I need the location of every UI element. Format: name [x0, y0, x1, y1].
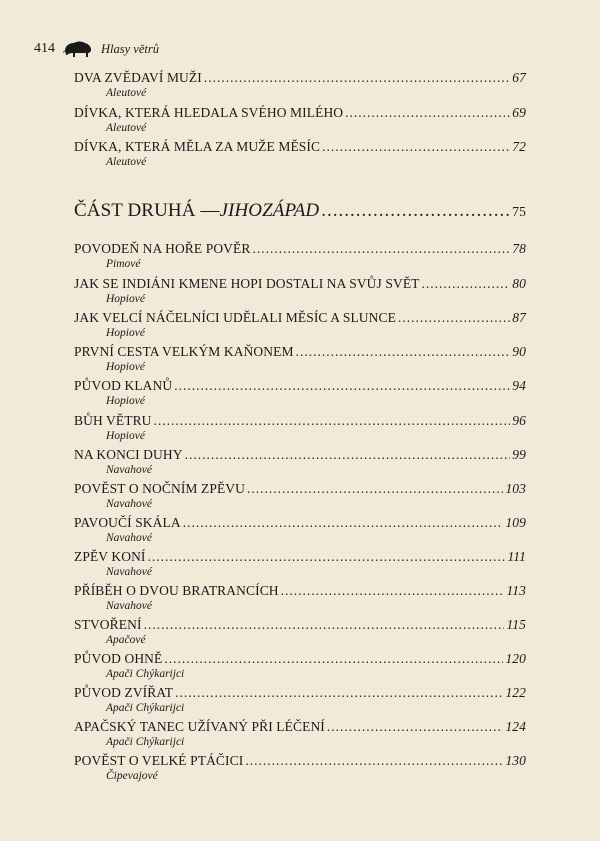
- entry-title: POVODEŇ NA HOŘE POVĚR: [74, 241, 251, 256]
- toc-entry[interactable]: [74, 685, 526, 715]
- leader-dots: [422, 276, 511, 292]
- entry-page: 99: [512, 447, 526, 462]
- leader-dots: [164, 651, 503, 667]
- part-label: ČÁST DRUHÁ —: [74, 200, 220, 221]
- toc-entry[interactable]: [74, 413, 526, 443]
- entry-title: PŮVOD KLANŮ: [74, 378, 173, 393]
- entry-tribe: Pimové: [106, 258, 141, 270]
- entry-page: 78: [512, 241, 526, 256]
- leader-dots: [183, 515, 504, 531]
- leader-dots: [398, 310, 510, 326]
- leader-dots: [185, 447, 511, 463]
- entry-page: 115: [506, 617, 526, 632]
- part-page: 75: [512, 204, 526, 219]
- entry-tribe: Apači Chýkarijci: [106, 736, 185, 748]
- leader-dots: [204, 70, 510, 86]
- leader-dots: [174, 378, 510, 394]
- entry-page: 80: [512, 276, 526, 291]
- entry-title: POVĚST O VELKÉ PTÁČICI: [74, 753, 244, 768]
- entry-tribe: Navahové: [106, 498, 152, 510]
- entry-tribe: Apači Chýkarijci: [106, 668, 185, 680]
- entry-title: PŘÍBĚH O DVOU BRATRANCÍCH: [74, 583, 279, 598]
- leader-dots: [253, 241, 511, 257]
- entry-tribe: Aleutové: [106, 156, 147, 168]
- entry-title: BŮH VĚTRU: [74, 413, 152, 428]
- entry-page: 94: [512, 378, 526, 393]
- leader-dots: [154, 413, 511, 429]
- entry-page: 96: [512, 413, 526, 428]
- entry-page: 67: [512, 70, 526, 85]
- entry-tribe: Hopiové: [106, 293, 145, 305]
- toc-entry[interactable]: [74, 617, 526, 647]
- entry-tribe: Čipevajové: [106, 770, 158, 782]
- entry-title: PŮVOD OHNĚ: [74, 651, 163, 666]
- entry-page: 111: [507, 549, 526, 564]
- toc-entry[interactable]: [74, 276, 526, 306]
- entry-tribe: Hopiové: [106, 395, 145, 407]
- toc-entry[interactable]: [74, 651, 526, 681]
- book-title: Hlasy větrů: [101, 41, 159, 56]
- entry-tribe: Apači Chýkarijci: [106, 702, 185, 714]
- entry-page: 69: [512, 105, 526, 120]
- entry-title: NA KONCI DUHY: [74, 447, 183, 462]
- entry-title: POVĚST O NOČNÍM ZPĚVU: [74, 481, 245, 496]
- toc-entry[interactable]: [74, 105, 526, 135]
- entry-tribe: Navahové: [106, 566, 152, 578]
- entry-page: 120: [505, 651, 526, 666]
- entry-title: ZPĚV KONÍ: [74, 549, 146, 564]
- page-number: 414: [34, 41, 55, 56]
- leader-dots: [345, 105, 510, 121]
- entry-tribe: Hopiové: [106, 361, 145, 373]
- entry-tribe: Aleutové: [106, 87, 147, 99]
- toc-entry[interactable]: [74, 515, 526, 545]
- leader-dots: [175, 685, 503, 701]
- entry-page: 72: [512, 139, 526, 154]
- bison-icon: [63, 40, 93, 58]
- entry-title: PŮVOD ZVÍŘAT: [74, 685, 174, 700]
- toc-entry[interactable]: [74, 139, 526, 169]
- entry-tribe: Hopiové: [106, 327, 145, 339]
- toc-entry[interactable]: [74, 70, 526, 100]
- leader-dots: [245, 753, 503, 769]
- toc-entry[interactable]: [74, 753, 526, 783]
- leader-dots: [327, 719, 504, 735]
- leader-dots: [296, 344, 511, 360]
- leader-dots: [247, 481, 503, 497]
- toc-entry[interactable]: [74, 310, 526, 340]
- entry-page: 90: [512, 344, 526, 359]
- toc-entry[interactable]: [74, 719, 526, 749]
- entry-page: 130: [505, 753, 526, 768]
- entry-title: PAVOUČÍ SKÁLA: [74, 515, 181, 530]
- entry-tribe: Apačové: [106, 634, 146, 646]
- entry-title: DVA ZVĚDAVÍ MUŽI: [74, 70, 202, 85]
- leader-dots: [322, 139, 510, 155]
- entry-title: DÍVKA, KTERÁ MĚLA ZA MUŽE MĚSÍC: [74, 139, 321, 154]
- leader-dots: [321, 200, 510, 222]
- entry-title: APAČSKÝ TANEC UŽÍVANÝ PŘI LÉČENÍ: [74, 719, 325, 734]
- leader-dots: [281, 583, 505, 599]
- toc-entry[interactable]: [74, 447, 526, 477]
- toc-entry[interactable]: [74, 583, 526, 613]
- entry-page: 124: [505, 719, 526, 734]
- part-heading[interactable]: [74, 200, 526, 224]
- entry-tribe: Aleutové: [106, 122, 147, 134]
- toc-entry[interactable]: [74, 481, 526, 511]
- entry-title: PRVNÍ CESTA VELKÝM KAŇONEM: [74, 344, 294, 359]
- entry-title: STVOŘENÍ: [74, 617, 142, 632]
- entry-tribe: Hopiové: [106, 430, 145, 442]
- part-region: JIHOZÁPAD: [219, 200, 320, 221]
- entry-title: JAK SE INDIÁNI KMENE HOPI DOSTALI NA SVŮJ SVĚT: [74, 276, 420, 291]
- entry-title: DÍVKA, KTERÁ HLEDALA SVÉHO MILÉHO: [74, 105, 344, 120]
- toc-entry[interactable]: [74, 344, 526, 374]
- entry-tribe: Navahové: [106, 532, 152, 544]
- entry-tribe: Navahové: [106, 464, 152, 476]
- entry-page: 109: [505, 515, 526, 530]
- leader-dots: [148, 549, 506, 565]
- entry-title: JAK VELCÍ NÁČELNÍCI UDĚLALI MĚSÍC A SLUNCE: [74, 310, 396, 325]
- entry-page: 113: [506, 583, 526, 598]
- running-header: [34, 40, 159, 58]
- entry-tribe: Navahové: [106, 600, 152, 612]
- toc-entry[interactable]: [74, 378, 526, 408]
- leader-dots: [144, 617, 505, 633]
- toc-entry[interactable]: [74, 549, 526, 579]
- entry-page: 103: [505, 481, 526, 496]
- entry-page: 87: [512, 310, 526, 325]
- entry-page: 122: [505, 685, 526, 700]
- toc-entry[interactable]: [74, 241, 526, 271]
